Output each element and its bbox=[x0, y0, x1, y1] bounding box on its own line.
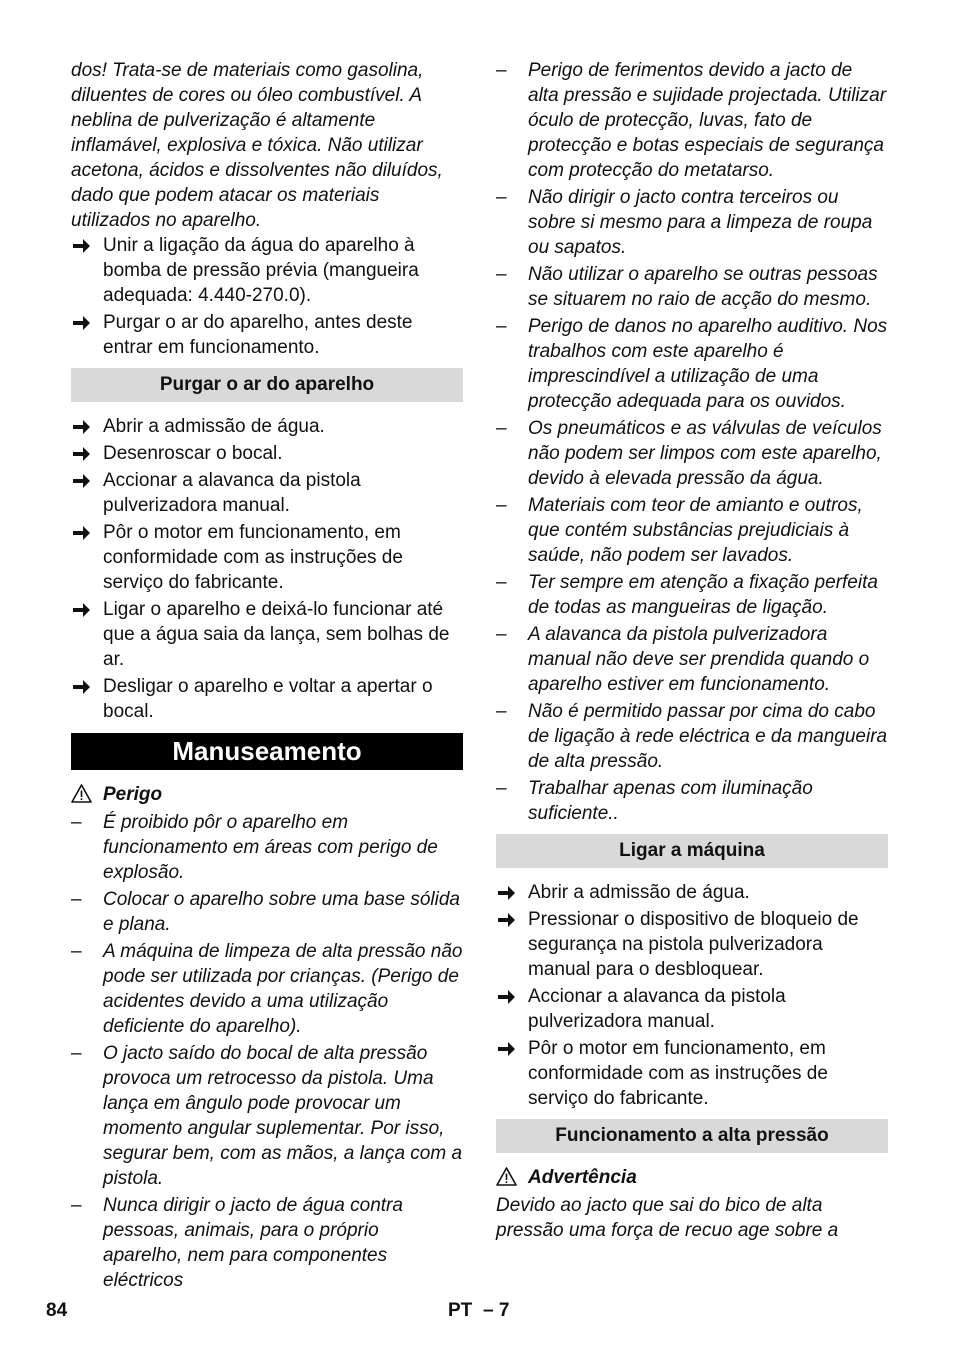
warning-label-text: Advertência bbox=[528, 1167, 637, 1188]
list-item bbox=[496, 416, 888, 491]
dash-icon: – bbox=[496, 701, 507, 722]
item-text: Não dirigir o jacto contra terceiros ou sobre si mesmo para a limpeza de roupa ou sapatos. bbox=[528, 187, 873, 258]
intro-paragraph: dos! Trata-se de materiais como gasolina, diluentes de cores ou óleo combustível. A neblina de pulverização é altamente inflamável, explosiva e tóxica. Não utilizar acetona, ácidos e dissolventes não diluídos, dado que podem atacar os materiais utilizados no aparelho. bbox=[71, 60, 443, 231]
arrow-right-icon bbox=[73, 474, 90, 488]
dash-icon: – bbox=[496, 418, 507, 439]
arrow-right-icon bbox=[73, 420, 90, 434]
start-steps bbox=[496, 880, 888, 1111]
list-item bbox=[496, 907, 888, 982]
step-text: Accionar a alavanca da pistola pulverizadora manual. bbox=[103, 470, 361, 516]
list-item bbox=[71, 468, 463, 518]
arrow-right-icon bbox=[498, 886, 515, 900]
left-column bbox=[71, 58, 463, 1295]
item-text: Ter sempre em atenção a fixação perfeita de todas as mangueiras de ligação. bbox=[528, 572, 878, 618]
list-item bbox=[496, 984, 888, 1034]
dash-icon: – bbox=[496, 187, 507, 208]
item-text: Perigo de ferimentos devido a jacto de alta pressão e sujidade projectada. Utilizar óculo de protecção, luvas, fato de protecção e botas especiais de segurança com protecção do metatarso. bbox=[528, 60, 887, 181]
list-item bbox=[496, 185, 888, 260]
step-text: Purgar o ar do aparelho, antes deste entrar em funcionamento. bbox=[103, 312, 413, 358]
list-item bbox=[496, 493, 888, 568]
item-text: Perigo de danos no aparelho auditivo. Nos trabalhos com este aparelho é imprescindível a utilização de uma protecção adequada para os ouvidos. bbox=[528, 316, 888, 412]
item-text: A máquina de limpeza de alta pressão não pode ser utilizada por crianças. (Perigo de acidentes devido a uma utilização deficiente do aparelho). bbox=[103, 941, 463, 1037]
list-item bbox=[71, 939, 463, 1039]
warning-label bbox=[496, 1165, 888, 1190]
step-text: Accionar a alavanca da pistola pulverizadora manual. bbox=[528, 986, 786, 1032]
dash-icon: – bbox=[71, 941, 82, 962]
dash-icon: – bbox=[496, 60, 507, 81]
dash-icon: – bbox=[496, 572, 507, 593]
dash-icon: – bbox=[71, 812, 82, 833]
warning-paragraph: Devido ao jacto que sai do bico de alta pressão uma força de recuo age sobre a bbox=[496, 1195, 839, 1241]
list-item bbox=[496, 880, 888, 905]
list-item bbox=[71, 1041, 463, 1191]
danger-list-right bbox=[496, 58, 888, 826]
list-item bbox=[496, 1036, 888, 1111]
dash-icon: – bbox=[71, 889, 82, 910]
list-item bbox=[496, 622, 888, 697]
dash-icon: – bbox=[71, 1195, 82, 1216]
right-column bbox=[496, 58, 888, 1243]
list-item bbox=[71, 597, 463, 672]
list-item bbox=[71, 233, 463, 308]
list-item bbox=[71, 674, 463, 724]
step-text: Desenroscar o bocal. bbox=[103, 443, 283, 464]
list-item bbox=[71, 310, 463, 360]
section-title: Manuseamento bbox=[71, 733, 463, 770]
arrow-right-icon bbox=[498, 990, 515, 1004]
list-item bbox=[71, 414, 463, 439]
item-text: Os pneumáticos e as válvulas de veículos não podem ser limpos com este aparelho, devido à elevada pressão da água. bbox=[528, 418, 882, 489]
item-text: Nunca dirigir o jacto de água contra pessoas, animais, para o próprio aparelho, nem para componentes eléctricos bbox=[103, 1195, 403, 1291]
list-item bbox=[496, 570, 888, 620]
dash-icon: – bbox=[496, 778, 507, 799]
arrow-right-icon bbox=[498, 1042, 515, 1056]
item-text: Trabalhar apenas com iluminação suficiente.. bbox=[528, 778, 813, 824]
connection-steps bbox=[71, 233, 463, 360]
arrow-right-icon bbox=[73, 603, 90, 617]
high-pressure-heading: Funcionamento a alta pressão bbox=[496, 1119, 888, 1153]
item-text: O jacto saído do bocal de alta pressão provoca um retrocesso da pistola. Uma lança em ângulo pode provocar um momento angular suplementar. Por isso, segurar bem, com as mãos, a lança com a pistola. bbox=[103, 1043, 463, 1189]
step-text: Abrir a admissão de água. bbox=[528, 882, 750, 903]
arrow-right-icon bbox=[73, 316, 90, 330]
list-item bbox=[496, 776, 888, 826]
purge-steps bbox=[71, 414, 463, 724]
list-item bbox=[496, 262, 888, 312]
step-text: Abrir a admissão de água. bbox=[103, 416, 325, 437]
language-code: PT bbox=[448, 1300, 473, 1321]
list-item bbox=[71, 1193, 463, 1293]
list-item bbox=[496, 58, 888, 183]
purge-heading: Purgar o ar do aparelho bbox=[71, 368, 463, 402]
section-page-number: – 7 bbox=[483, 1300, 510, 1321]
dash-icon: – bbox=[71, 1043, 82, 1064]
item-text: É proibido pôr o aparelho em funcionamento em áreas com perigo de explosão. bbox=[103, 812, 438, 883]
step-text: Unir a ligação da água do aparelho à bomba de pressão prévia (mangueira adequada: 4.440-270.0). bbox=[103, 235, 419, 306]
arrow-right-icon bbox=[73, 680, 90, 694]
arrow-right-icon bbox=[498, 913, 515, 927]
step-text: Pressionar o dispositivo de bloqueio de segurança na pistola pulverizadora manual para o desbloquear. bbox=[528, 909, 859, 980]
warning-triangle-icon bbox=[71, 784, 92, 803]
item-text: Não utilizar o aparelho se outras pessoas se situarem no raio de acção do mesmo. bbox=[528, 264, 878, 310]
list-item bbox=[71, 441, 463, 466]
list-item bbox=[496, 699, 888, 774]
list-item bbox=[496, 314, 888, 414]
step-text: Desligar o aparelho e voltar a apertar o bocal. bbox=[103, 676, 433, 722]
step-text: Ligar o aparelho e deixá-lo funcionar até que a água saia da lança, sem bolhas de ar. bbox=[103, 599, 450, 670]
dash-icon: – bbox=[496, 264, 507, 285]
item-text: Colocar o aparelho sobre uma base sólida e plana. bbox=[103, 889, 460, 935]
item-text: A alavanca da pistola pulverizadora manual não deve ser prendida quando o aparelho estiver em funcionamento. bbox=[528, 624, 870, 695]
dash-icon: – bbox=[496, 316, 507, 337]
list-item bbox=[71, 887, 463, 937]
warning-triangle-icon bbox=[496, 1167, 517, 1186]
item-text: Materiais com teor de amianto e outros, que contém substâncias prejudiciais à saúde, não podem ser lavados. bbox=[528, 495, 863, 566]
danger-list-left bbox=[71, 810, 463, 1293]
dash-icon: – bbox=[496, 624, 507, 645]
start-heading: Ligar a máquina bbox=[496, 834, 888, 868]
arrow-right-icon bbox=[73, 526, 90, 540]
danger-label bbox=[71, 782, 463, 807]
dash-icon: – bbox=[496, 495, 507, 516]
list-item bbox=[71, 810, 463, 885]
item-text: Não é permitido passar por cima do cabo de ligação à rede eléctrica e da mangueira de alta pressão. bbox=[528, 701, 888, 772]
page-number: 84 bbox=[46, 1300, 68, 1321]
list-item bbox=[71, 520, 463, 595]
step-text: Pôr o motor em funcionamento, em conformidade com as instruções de serviço do fabricante. bbox=[528, 1038, 828, 1109]
arrow-right-icon bbox=[73, 447, 90, 461]
danger-label-text: Perigo bbox=[103, 784, 163, 805]
step-text: Pôr o motor em funcionamento, em conformidade com as instruções de serviço do fabricante. bbox=[103, 522, 403, 593]
arrow-right-icon bbox=[73, 239, 90, 253]
